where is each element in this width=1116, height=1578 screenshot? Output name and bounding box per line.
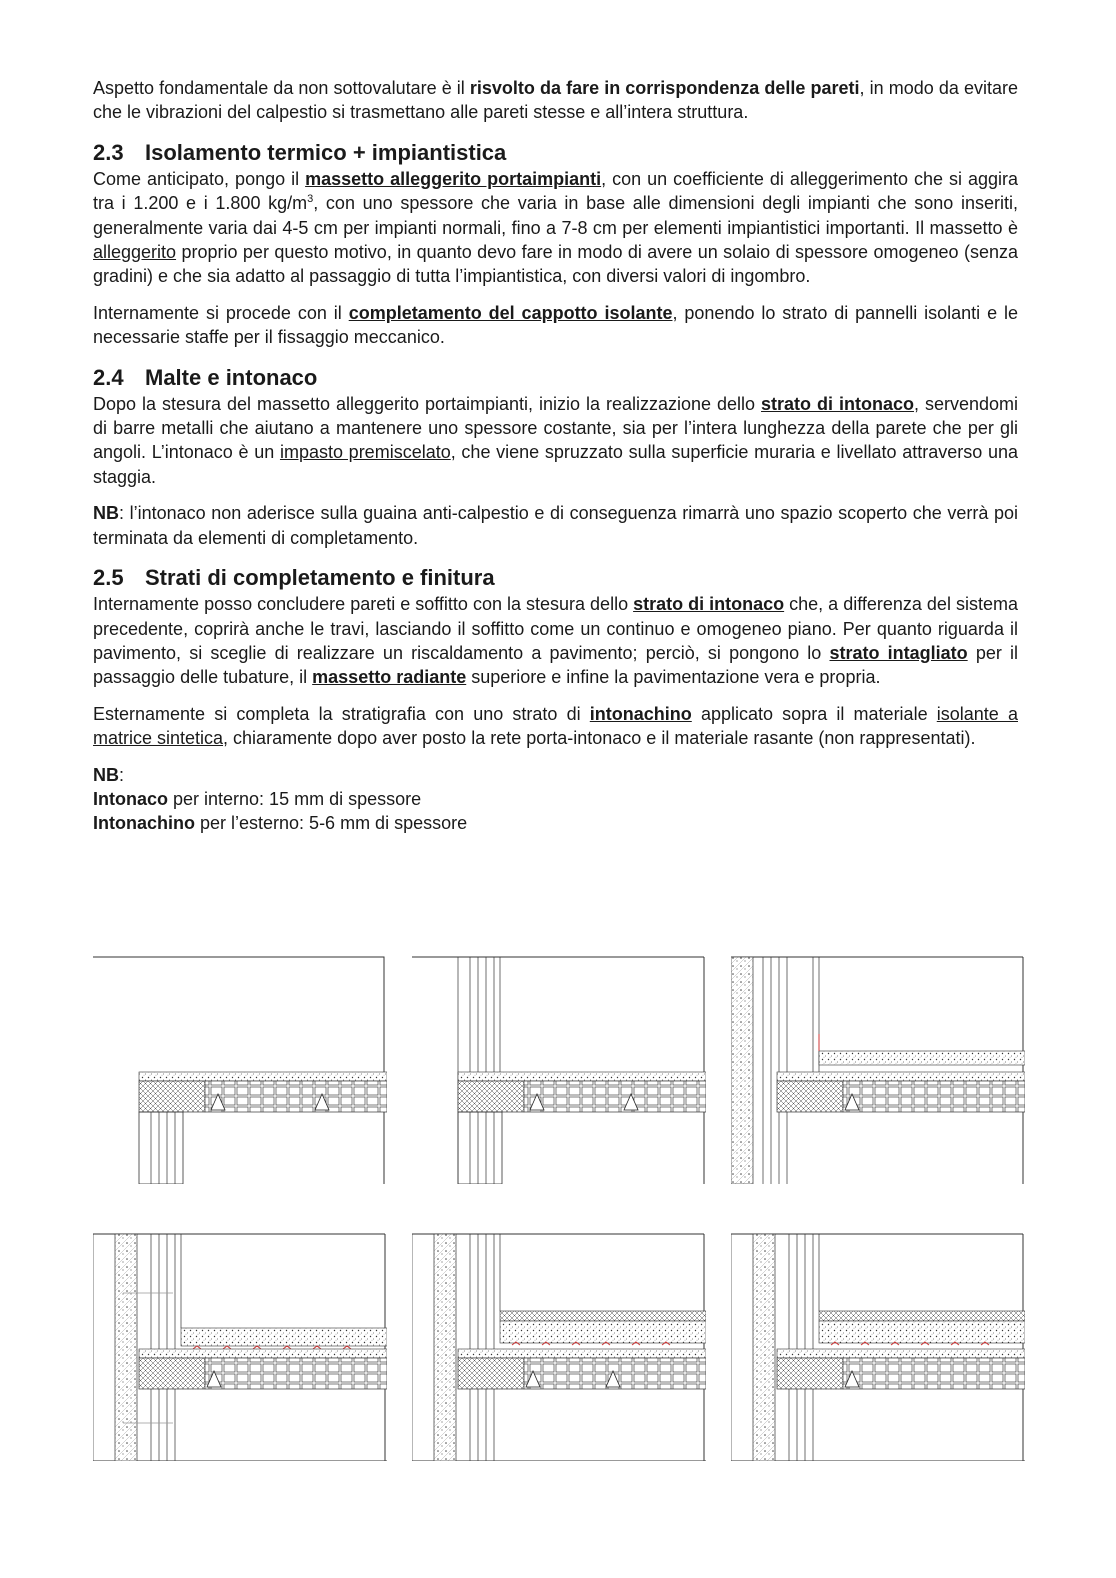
nb-line-intonachino: Intonachino per l’esterno: 5-6 mm di spessore [93,813,468,834]
section-heading-2-4: 2.4 Malte e intonaco [93,364,318,390]
section-drawing-2 [412,956,706,1184]
section-details-figures [93,956,1025,1462]
section-detail-1 [93,956,387,1184]
section-2-4-paragraph-1: Dopo la stesura del massetto alleggerito portaimpianti, inizio la realizzazione dello strato di intonaco, servendomi di barre metalli che aiutano a mantenere uno spessore costante, sia per l’intera lunghezza della parete che per gli angoli. L’intonaco è un impasto premiscelato, che viene spruzzato sulla superficie muraria e livellato attraverso una staggia. [93,393,1019,487]
nb-label: NB: [93,764,125,785]
section-2-5-paragraph-1: Internamente posso concludere pareti e soffitto con la stesura dello strato di intonaco che, a differenza del sistema precedente, coprirà anche le travi, lasciando il soffitto come un continuo e omogeneo piano. Per quanto riguarda il pavimento, si sceglie di realizzare un riscaldamento a pavimento; perciò, si pongono lo strato intagliato per il passaggio delle tubature, il massetto radiante superiore e infine la pavimentazione vera e propria. [93,594,1018,688]
section-drawing-5 [412,1233,706,1461]
section-detail-5 [412,1233,706,1461]
section-2-4-note: NB: l’intonaco non aderisce sulla guaina anti-calpestio e di conseguenza rimarrà uno spazio scoperto che verrà poi terminata da elementi di completamento. [93,503,1018,548]
section-drawing-1 [93,956,387,1184]
emphasis-risvolto: risvolto da fare in corrispondenza delle pareti [469,78,860,98]
section-drawing-4 [93,1233,387,1461]
section-heading-2-5: 2.5 Strati di completamento e finitura [93,565,495,591]
intro-paragraph: Aspetto fondamentale da non sottovalutare è il risvolto da fare in corrispondenza delle pareti, in modo da evitare che le vibrazioni del calpestio si trasmettano alle pareti stesse e all’intera struttura. [93,78,1018,123]
section-detail-4 [93,1233,387,1461]
section-drawing-6 [731,1233,1025,1461]
section-detail-3 [731,956,1025,1184]
nb-line-intonaco: Intonaco per interno: 15 mm di spessore [93,788,422,809]
section-drawing-3 [731,956,1025,1184]
section-2-3-paragraph-1: Come anticipato, pongo il massetto alleggerito portaimpianti, con un coefficiente di alleggerimento che si aggira tra i 1.200 e i 1.800 $kg/m^3$, con uno spessore che varia in base alle dimensioni degli impianti che sono inseriti, generalmente varia dai 4-5 cm per impianti normali, fino a 7-8 cm per elementi impiantistici importanti. Il massetto è alleggerito proprio per questo motivo, in quanto devo fare in modo di avere un solaio di spessore omogeneo (senza gradini) e che sia adatto al passaggio di tutta l’impiantistica, con diversi valori di ingombro. [93,168,1018,287]
section-2-5-paragraph-2: Esternamente si completa la stratigrafia con uno strato di intonachino applicato sopra il materiale isolante a matrice sintetica, chiaramente dopo aver posto la rete porta-intonaco e il materiale rasante (non rappresentati). [93,703,1018,749]
section-detail-2 [412,956,706,1184]
section-heading-2-3: 2.3 Isolamento termico + impiantistica [93,139,507,165]
section-2-3-paragraph-2: Internamente si procede con il completamento del cappotto isolante, ponendo lo strato di pannelli isolanti e le necessarie staffe per il fissaggio meccanico. [93,302,1018,348]
document-page [93,76,1018,836]
section-detail-6 [731,1233,1025,1461]
